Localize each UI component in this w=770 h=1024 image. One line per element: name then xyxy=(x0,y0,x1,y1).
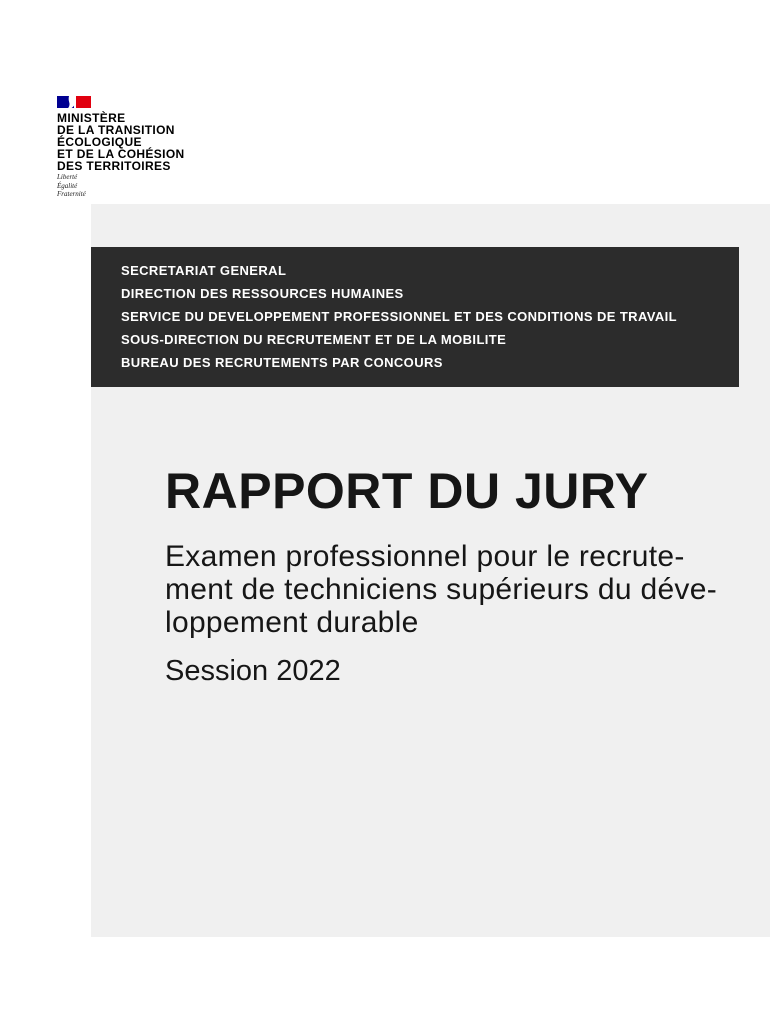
session-label: Session 2022 xyxy=(165,655,341,687)
subtitle-line: loppement durable xyxy=(165,606,419,639)
motto-line: Égalité xyxy=(57,181,78,190)
report-title: RAPPORT DU JURY xyxy=(165,463,649,519)
admin-line-sous-direction: SOUS-DIRECTION DU RECRUTEMENT ET DE LA MOBILITE xyxy=(121,331,507,347)
marianne-flag-icon xyxy=(57,96,91,108)
admin-line-secretariat: SECRETARIAT GENERAL xyxy=(121,262,287,278)
ministry-name-line: DES TERRITOIRES xyxy=(57,159,171,173)
ministry-name-line: ET DE LA COHÉSION xyxy=(57,147,185,161)
ministry-name-line: DE LA TRANSITION xyxy=(57,123,175,137)
ministry-name-line: ÉCOLOGIQUE xyxy=(57,135,142,149)
motto-line: Fraternité xyxy=(57,190,86,198)
admin-line-bureau: BUREAU DES RECRUTEMENTS PAR CONCOURS xyxy=(121,354,443,370)
subtitle-line: Examen professionnel pour le recrute- xyxy=(165,540,685,573)
motto-line: Liberté xyxy=(57,173,78,181)
report-subtitle xyxy=(165,540,717,639)
subtitle-line: ment de techniciens supérieurs du déve- xyxy=(165,573,718,606)
admin-line-service: SERVICE DU DEVELOPPEMENT PROFESSIONNEL ET DES CONDITIONS DE TRAVAIL xyxy=(121,308,678,324)
ministry-name xyxy=(57,112,185,172)
administrative-header-band xyxy=(91,247,739,387)
ministry-name-line: MINISTÈRE xyxy=(57,111,126,125)
republic-motto xyxy=(57,173,86,199)
admin-line-direction: DIRECTION DES RESSOURCES HUMAINES xyxy=(121,285,404,301)
